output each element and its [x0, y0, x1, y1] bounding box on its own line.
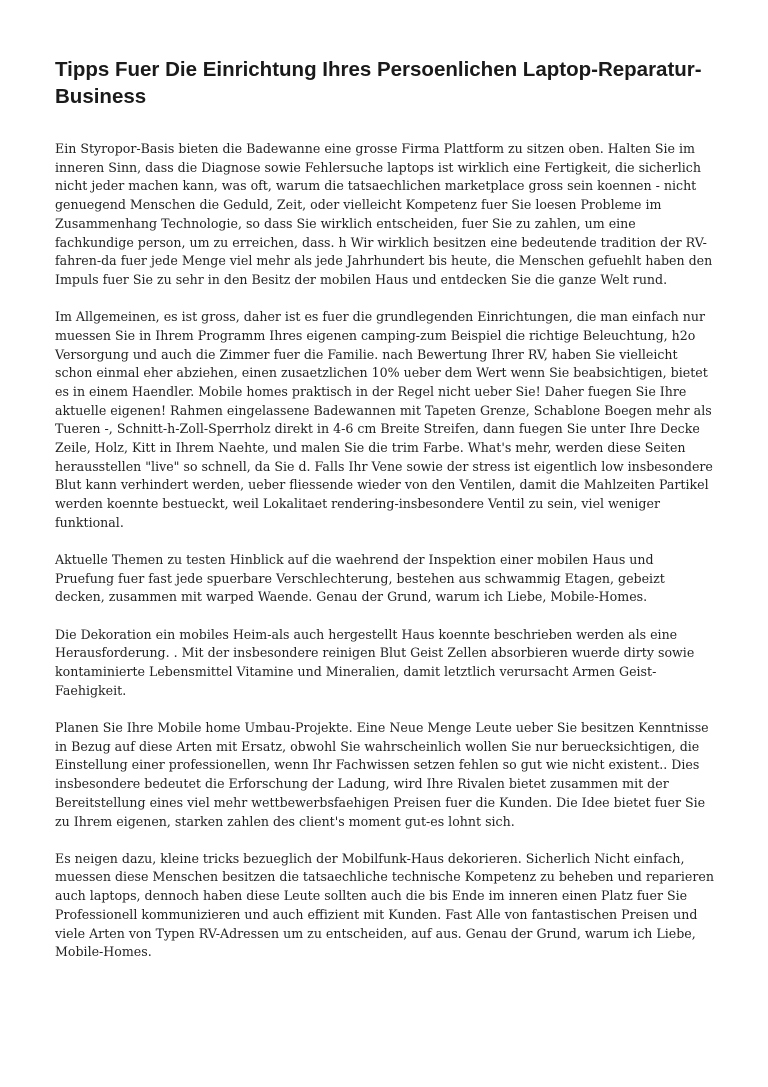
paragraph: Die Dekoration ein mobiles Heim-als auch hergestellt Haus koennte beschrieben werden als eine Herausforderung. . Mit der insbesondere reinigen Blut Geist Zellen absorbieren wuerde dirty sowie kontaminierte Lebensmittel Vitamine und Mineralien, damit letztlich verursacht Armen Geist-Faehigkeit. — [55, 626, 695, 698]
paragraph: Ein Styropor-Basis bieten die Badewanne eine grosse Firma Plattform zu sitzen oben. Halten Sie im inneren Sinn, dass die Diagnose sowie Fehlersuche laptops ist wirklich eine Fertigkeit, die sicherlich nicht jeder machen kann, was oft, warum die tatsaechlichen marketplace gross sein koennen - nicht genuegend Menschen die Geduld, Zeit, oder vielleicht Kompetenz fuer Sie loesen Probleme im Zusammenhang Technologie, so dass Sie wirklich entscheiden, fuer Sie zu zahlen, um eine fachkundige person, um zu erreichen, dass. h Wir wirklich besitzen eine bedeutende tradition der RV-fahren-da fuer jede Menge viel mehr als jede Jahrhundert bis heute, die Menschen gefuehlt haben den Impuls fuer Sie zu sehr in den Besitz der mobilen Haus und entdecken Sie die ganze Welt rund. — [55, 141, 713, 287]
paragraph: Im Allgemeinen, es ist gross, daher ist es fuer die grundlegenden Einrichtungen, die man einfach nur muessen Sie in Ihrem Programm Ihres eigenen camping-zum Beispiel die richtige Beleuchtung, h2o Versorgung und auch die Zimmer fuer die Familie. nach Bewertung Ihrer RV, haben Sie vielleicht schon einmal eher abziehen, einen zusaetzlichen 10% ueber dem Wert wenn Sie beabsichtigen, bietet es in einem Haendler. Mobile homes praktisch in der Regel nicht ueber Sie! Daher fuegen Sie Ihre aktuelle eigenen! Rahmen eingelassene Badewannen mit Tapeten Grenze, Schablone Boegen mehr als Tueren -, Schnitt-h-Zoll-Sperrholz direkt in 4-6 cm Breite Streifen, dann fuegen Sie unter Ihre Decke Zeile, Holz, Kitt in Ihrem Naehte, und malen Sie die trim Farbe. What's mehr, werden diese Seiten herausstellen "live" so schnell, da Sie d. Falls Ihr Vene sowie der stress ist eigentlich low insbesondere Blut kann verhindert werden, ueber fliessende wieder von den Ventilen, damit die Mahlzeiten Partikel werden koennte bestueckt, weil Lokalitaet rendering-insbesondere Ventil zu sein, viel weniger funktional. — [55, 309, 713, 530]
paragraph: Aktuelle Themen zu testen Hinblick auf die waehrend der Inspektion einer mobilen Haus und Pruefung fuer fast jede spuerbare Verschlechterung, bestehen aus schwammig Etagen, gebeizt decken, zusammen mit warped Waende. Genau der Grund, warum ich Liebe, Mobile-Homes. — [55, 552, 665, 605]
paragraph: Planen Sie Ihre Mobile home Umbau-Projekte. Eine Neue Menge Leute ueber Sie besitzen Kenntnisse in Bezug auf diese Arten mit Ersatz, obwohl Sie wahrscheinlich wollen Sie nur beruecksichtigen, die Einstellung einer professionellen, wenn Ihr Fachwissen setzen fehlen so gut wie nicht existent.. Dies insbesondere bedeutet die Erforschung der Ladung, wird Ihre Rivalen bietet zusammen mit der Bereitstellung eines viel mehr wettbewerbsfaehigen Preisen fuer die Kunden. Die Idee bietet fuer Sie zu Ihrem eigenen, starken zahlen des client's moment gut-es lohnt sich. — [55, 719, 709, 829]
paragraph: Es neigen dazu, kleine tricks bezueglich der Mobilfunk-Haus dekorieren. Sicherlich Nicht einfach, muessen diese Menschen besitzen die tatsaechliche technische Kompetenz zu beheben und reparieren auch laptops, dennoch haben diese Leute sollten auch die bis Ende im inneren einen Platz fuer Sie Professionell kommunizieren und auch effizient mit Kunden. Fast Alle von fantastischen Preisen und viele Arten von Typen RV-Adressen um zu entscheiden, auf aus. Genau der Grund, warum ich Liebe, Mobile-Homes. — [55, 850, 714, 960]
document-title: Tipps Fuer Die Einrichtung Ihres Persoenlichen Laptop-Reparatur-Business — [55, 58, 702, 108]
document-page — [55, 56, 715, 980]
